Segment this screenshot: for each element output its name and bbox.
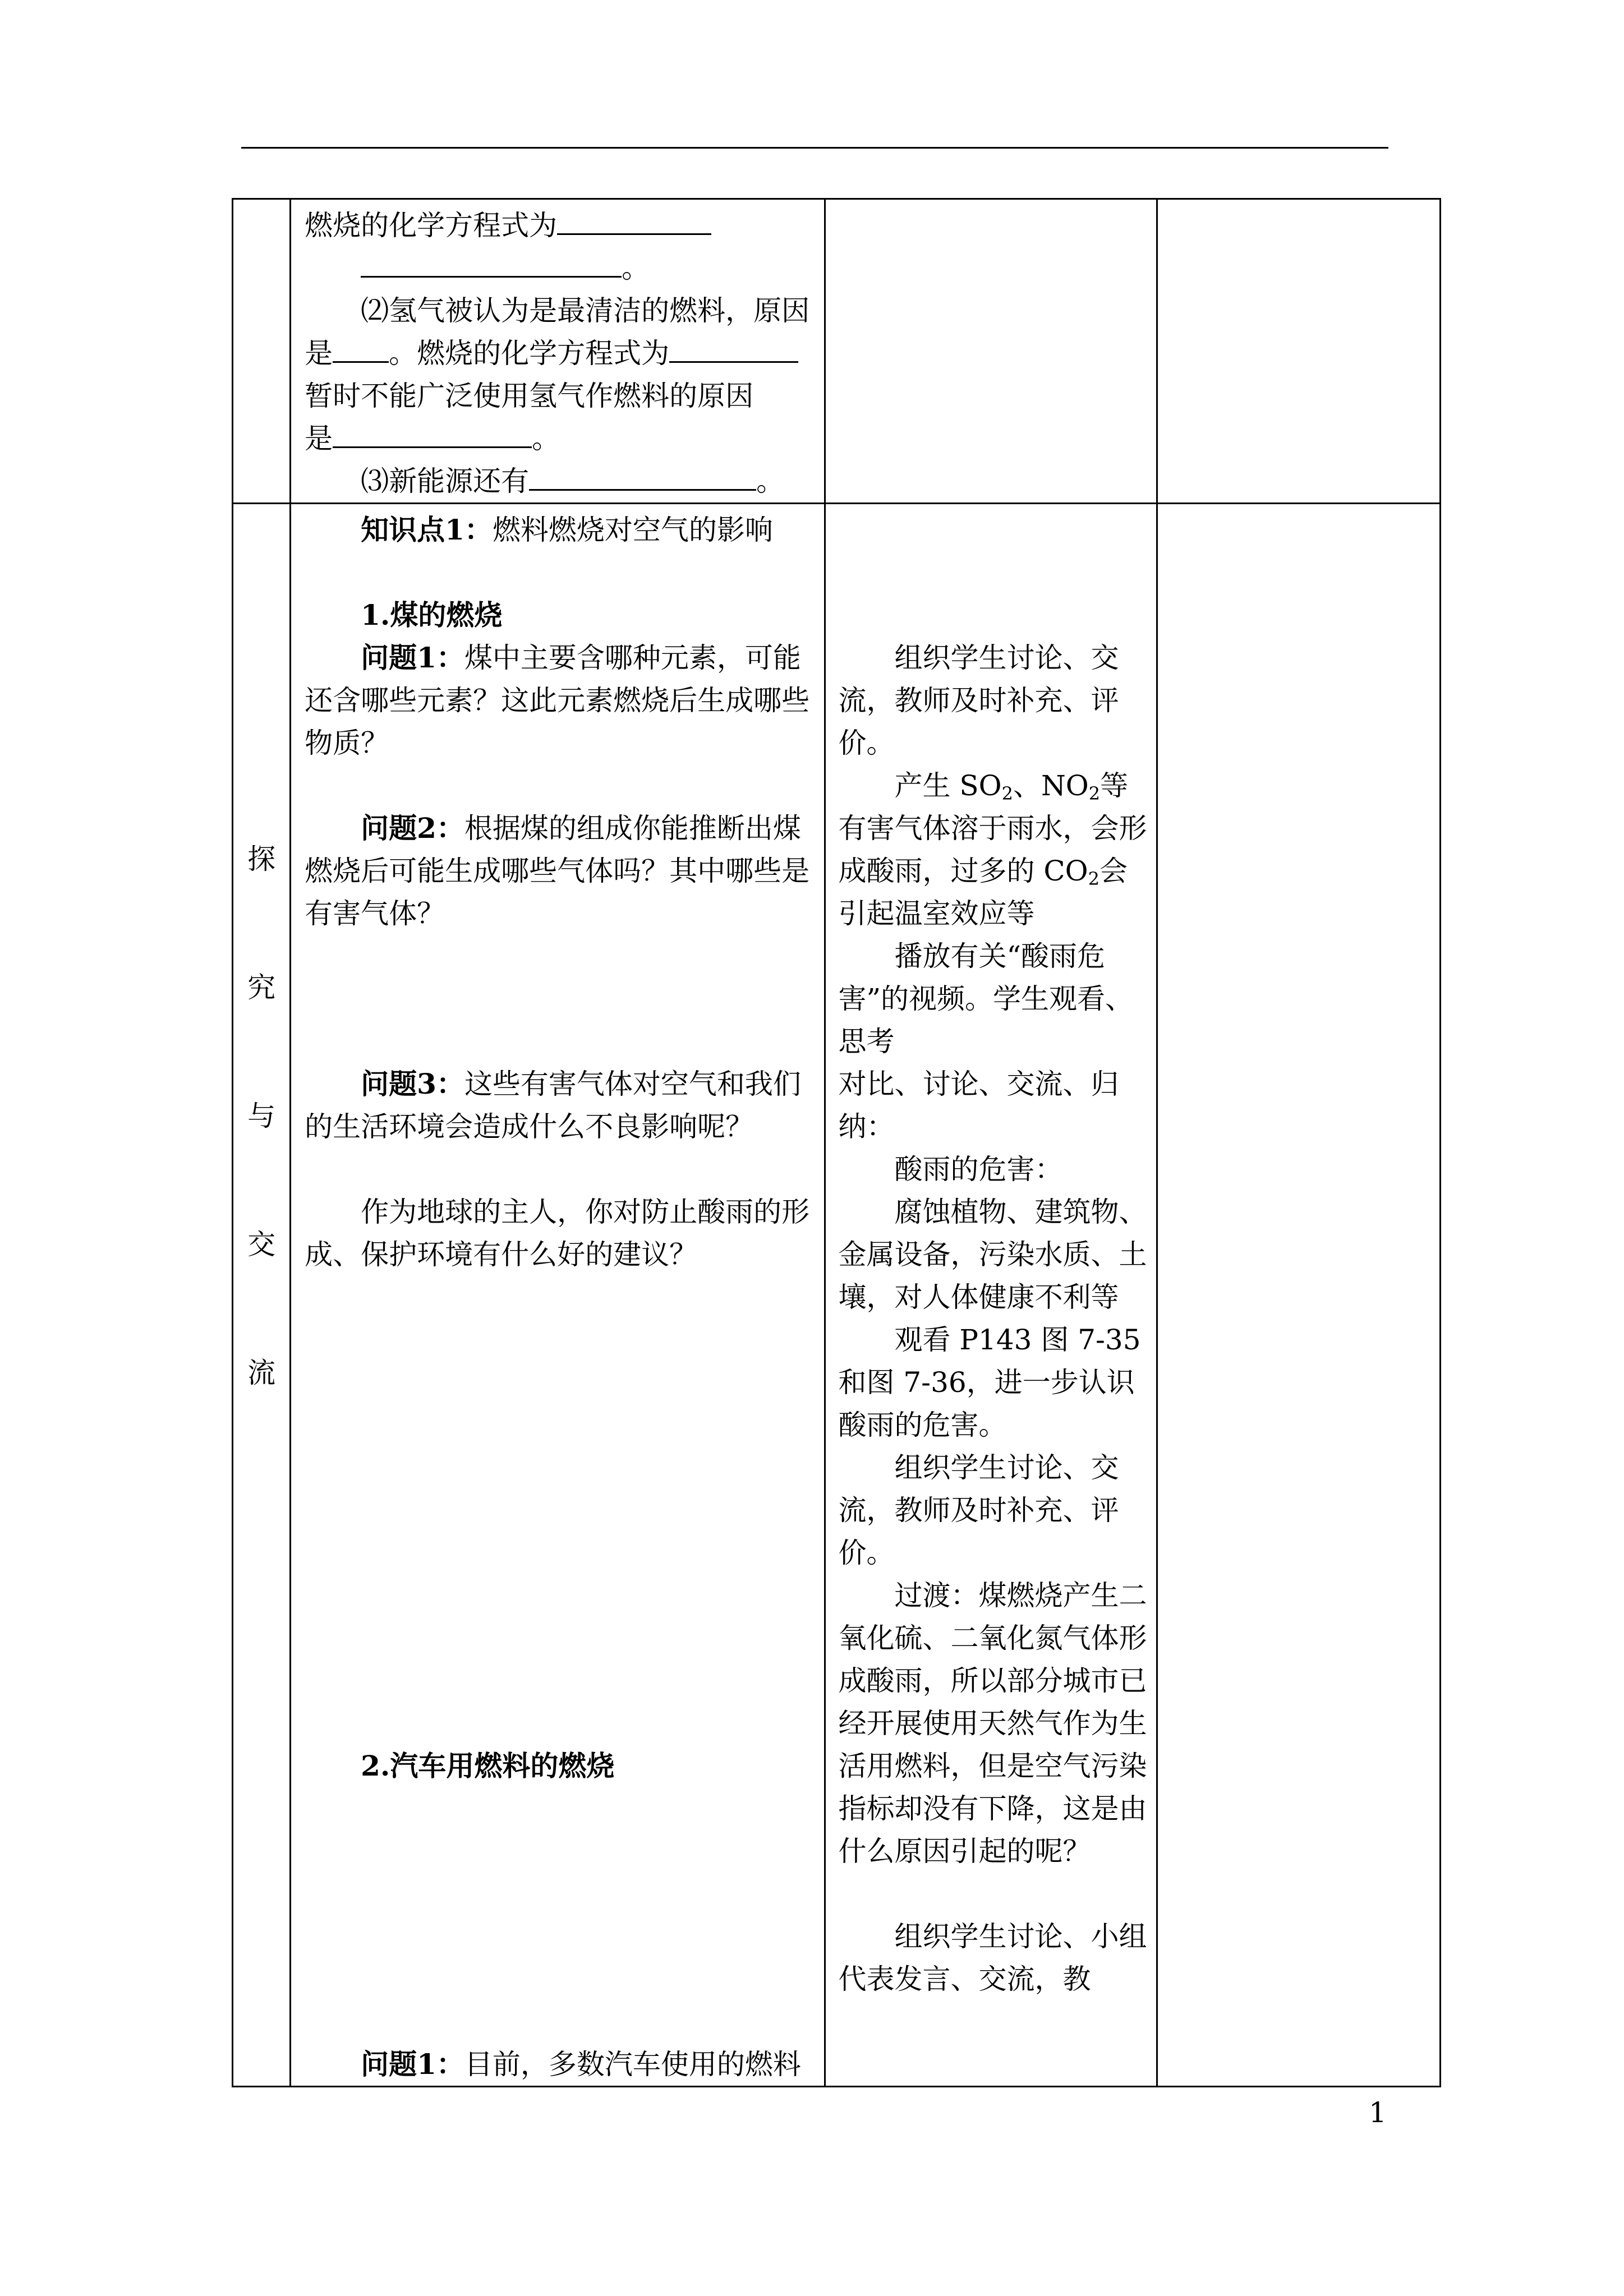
question-3: 问题3：这些有害气体对空气和我们的生活环境会造成什么不良影响呢？ <box>305 1067 801 1143</box>
teacher-cell-empty <box>825 199 1157 504</box>
teacher-note: 组织学生讨论、小组代表发言、交流，教 <box>838 1920 1147 1995</box>
stage-label-char: 探 <box>247 843 276 875</box>
stage-label-cell <box>233 504 291 2087</box>
stage-label-cell-empty <box>233 199 291 504</box>
teacher-note: 产生 $SO_2$、$NO_2$等有害气体溶于雨水，会形成酸雨，过多的 $CO_2$会引起温室效应等 <box>838 769 1147 930</box>
question-2: 问题2：根据煤的组成你能推断出煤燃烧后可能生成哪些气体吗？其中哪些是有害气体？ <box>305 812 810 930</box>
stage-label-char: 交 <box>247 1228 276 1261</box>
item-2-line-b: 是 。燃烧的化学方程式为 <box>305 332 816 375</box>
knowledge-point: 知识点1：燃料燃烧对空气的影响 <box>361 513 773 546</box>
item-2-line-c: 暂时不能广泛使用氢气作燃料的原因 <box>305 380 754 412</box>
answer-blank[interactable] <box>333 417 532 448</box>
equation-line: 燃烧的化学方程式为 <box>305 204 816 247</box>
answer-blank[interactable] <box>333 332 389 363</box>
answer-blank[interactable] <box>669 332 798 363</box>
teacher-note: 腐蚀植物、建筑物、金属设备，污染水质、土壤，对人体健康不利等 <box>838 1196 1147 1313</box>
page-number: 1 <box>1369 2096 1387 2129</box>
answer-blank[interactable] <box>361 247 622 278</box>
table-row-explore <box>233 504 1441 2087</box>
stage-label-char: 究 <box>247 971 276 1004</box>
stage-label <box>233 504 289 1480</box>
notes-cell-empty <box>1157 199 1441 504</box>
car-section-title: 2.汽车用燃料的燃烧 <box>361 1749 615 1782</box>
answer-blank[interactable] <box>557 204 711 235</box>
teacher-note: 对比、讨论、交流、归纳： <box>838 1068 1119 1143</box>
stage-label-char: 与 <box>247 1100 276 1132</box>
content-cell-continuation <box>291 199 825 504</box>
question-1: 问题1：煤中主要含哪种元素，可能还含哪些元素？这此元素燃烧后生成哪些物质？ <box>305 641 810 759</box>
teacher-note: 过渡：煤燃烧产生二氧化硫、二氧化氮气体形成酸雨，所以部分城市已经开展使用天然气作为生活用燃料，但是空气污染指标却没有下降，这是由什么原因引起的呢？ <box>838 1579 1147 1868</box>
item-2-line-d: 是 。 <box>305 417 816 460</box>
stage-label-char: 流 <box>247 1357 276 1389</box>
teacher-note: 观看 P143 图 7-35 和图 7-36，进一步认识酸雨的危害。 <box>838 1324 1141 1441</box>
teacher-note: 组织学生讨论、交流，教师及时补充、评价。 <box>838 642 1119 759</box>
lesson-table <box>232 198 1441 2087</box>
table-row-continuation <box>233 199 1441 504</box>
header-rule <box>241 147 1388 149</box>
car-question-1: 问题1：目前，多数汽车使用的燃料 <box>361 2048 801 2081</box>
content-cell-explore <box>291 504 825 2087</box>
coal-section-title: 1.煤的燃烧 <box>361 598 503 631</box>
teacher-note: 组织学生讨论、交流，教师及时补充、评价。 <box>838 1451 1119 1569</box>
item-2-text: ⑵氢气被认为是最清洁的燃料，原因 <box>361 294 810 327</box>
teacher-cell-explore <box>825 504 1157 2087</box>
answer-blank[interactable] <box>529 460 756 491</box>
suggestion-prompt: 作为地球的主人，你对防止酸雨的形成、保护环境有什么好的建议？ <box>305 1196 810 1271</box>
equation-line-2: 。 <box>305 247 816 289</box>
item-3-line: ⑶新能源还有 。 <box>305 460 816 502</box>
notes-cell-explore <box>1157 504 1441 2087</box>
teacher-note: 播放有关“酸雨危害”的视频。学生观看、思考 <box>838 940 1134 1058</box>
teacher-note: 酸雨的危害： <box>894 1153 1063 1186</box>
